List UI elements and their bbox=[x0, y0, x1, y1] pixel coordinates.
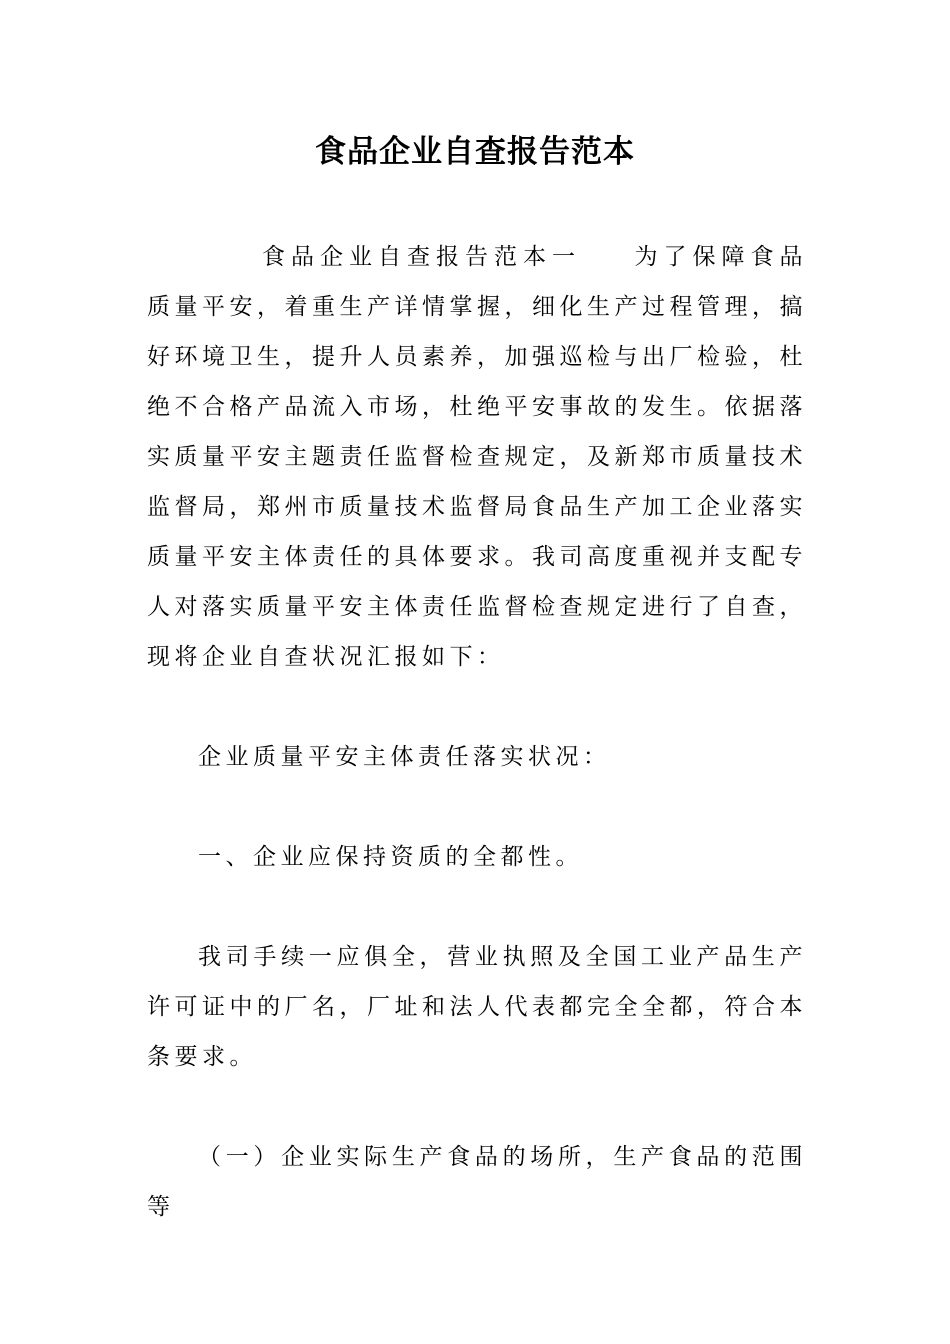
document-title: 食品企业自查报告范本 bbox=[315, 134, 635, 170]
item-one-heading: 一、企业应保持资质的全都性。 bbox=[198, 844, 583, 870]
sub-item-one: （一）企业实际生产食品的场所，生产食品的范围等 bbox=[147, 1144, 807, 1220]
section-heading: 企业质量平安主体责任落实状况： bbox=[198, 744, 611, 770]
item-one-paragraph: 我司手续一应俱全，营业执照及全国工业产品生产许可证中的厂名，厂址和法人代表都完全全都，符合本条要求。 bbox=[147, 944, 807, 1070]
intro-text: 为了保障食品质量平安，着重生产详情掌握，细化生产过程管理，搞好环境卫生，提升人员素养，加强巡检与出厂检验，杜绝不合格产品流入市场，杜绝平安事故的发生。依据落实质量平安主题责任监督检查规定，及新郑市质量技术监督局，郑州市质量技术监督局食品生产加工企业落实质量平安主体责任的具体要求。我司高度重视并支配专人对落实质量平安主体责任监督检查规定进行了自查，现将企业自查状况汇报如下： bbox=[147, 244, 807, 670]
intro-heading: 食品企业自查报告范本一 bbox=[262, 244, 581, 270]
intro-paragraph bbox=[147, 232, 807, 682]
